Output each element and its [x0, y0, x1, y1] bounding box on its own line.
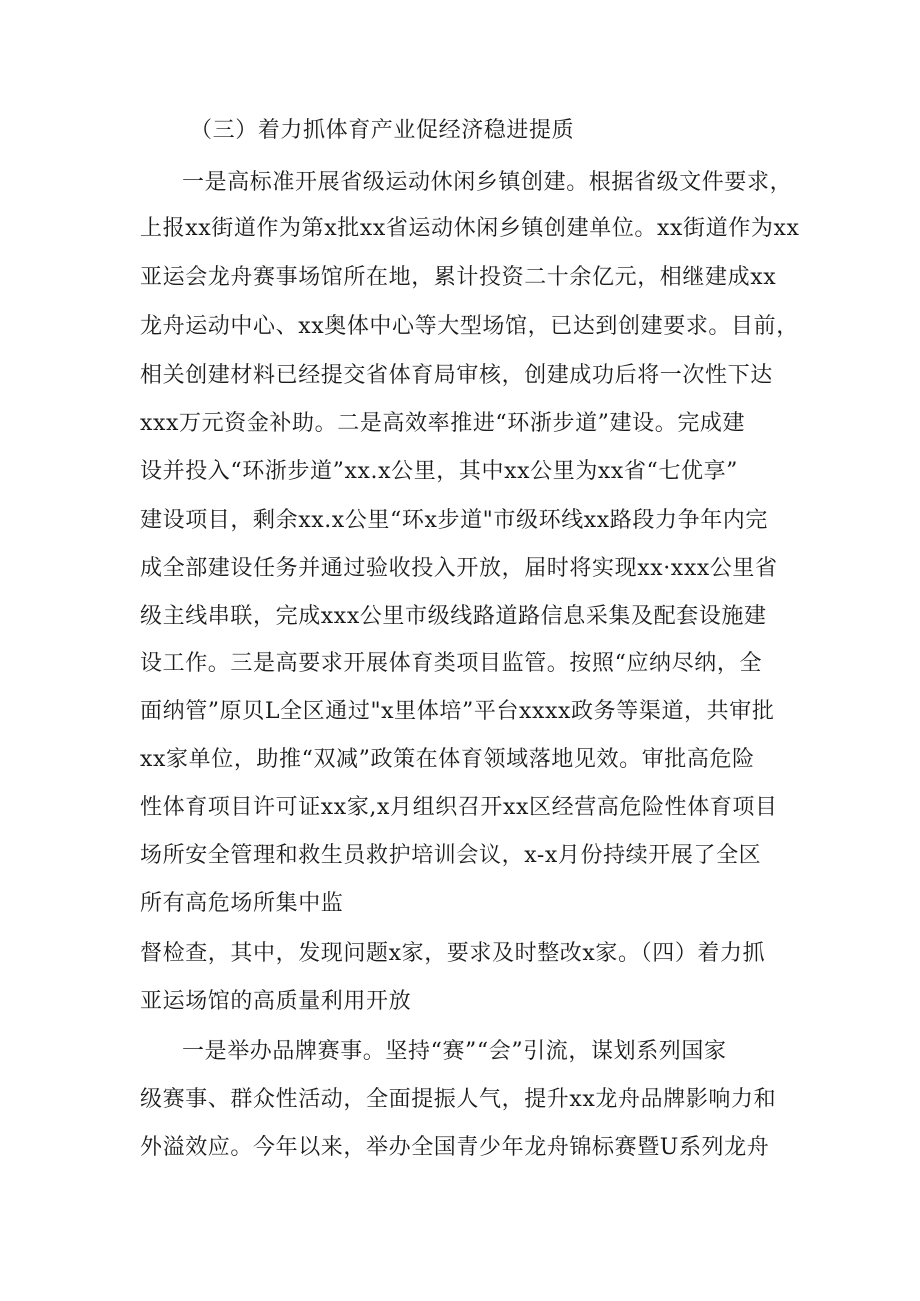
text-line: 所有高危场所集中监 — [140, 891, 344, 916]
text-line: 亚运会龙舟赛事场馆所在地，累计投资二十余亿元，相继建成xx — [140, 265, 777, 290]
text-line: 场所安全管理和救生员救护培训会议，x-x月份持续开展了全区 — [140, 843, 762, 868]
text-line: 成全部建设任务并通过验收投入开放，届时将实现xx·xxx公里省 — [140, 556, 778, 581]
text-line: xxx万元资金补助。二是高效率推进“环浙步道”建设。完成建 — [140, 411, 746, 436]
text-line: 面纳管”原贝L全区通过"x里体培”平台xxxx政务等渠道，共审批 — [140, 699, 775, 724]
text-line: 龙舟运动中心、xx奥体中心等大型场馆，已达到创建要求。目前， — [140, 314, 799, 339]
text-line: xx家单位，助推“双减”政策在体育领域落地见效。审批高危险 — [140, 747, 755, 772]
text-line: 相关创建材料已经提交省体育局审核，创建成功后将一次性下达 — [140, 363, 773, 388]
section-heading: 亚运场馆的高质量利用开放 — [140, 989, 412, 1014]
section-heading: （三）着力抓体育产业促经济稳进提质 — [190, 118, 575, 143]
text-line: 督检查，其中，发现问题x家，要求及时整改x家。（四）着力抓 — [140, 941, 766, 966]
text-line: 设工作。三是高要求开展体育类项目监管。按照“应纳尽纳，全 — [140, 651, 763, 676]
text-line: 上报xx街道作为第x批xx省运动休闲乡镇创建单位。xx街道作为xx — [140, 216, 800, 241]
text-line: 级赛事、群众性活动，全面提振人气，提升xx龙舟品牌影响力和 — [140, 1087, 777, 1112]
text-line: 性体育项目许可证xx家,x月组织召开xx区经营高危险性体育项目 — [140, 795, 778, 820]
text-line: 级主线串联，完成xxx公里市级线路道路信息采集及配套设施建 — [140, 604, 767, 629]
text-line: 一是高标准开展省级运动休闲乡镇创建。根据省级文件要求， — [182, 170, 793, 195]
text-line: 一是举办品牌赛事。坚持“赛”“会”引流，谋划系列国家 — [182, 1039, 727, 1064]
text-line: 设并投入“环浙步道”xx.x公里，其中xx公里为xx省“七优享” — [140, 459, 739, 484]
text-line: 外溢效应。今年以来，举办全国青少年龙舟锦标赛暨U系列龙舟 — [140, 1135, 770, 1160]
text-line: 建设项目，剩余xx.x公里“环x步道"市级环线xx路段力争年内完 — [140, 508, 769, 533]
